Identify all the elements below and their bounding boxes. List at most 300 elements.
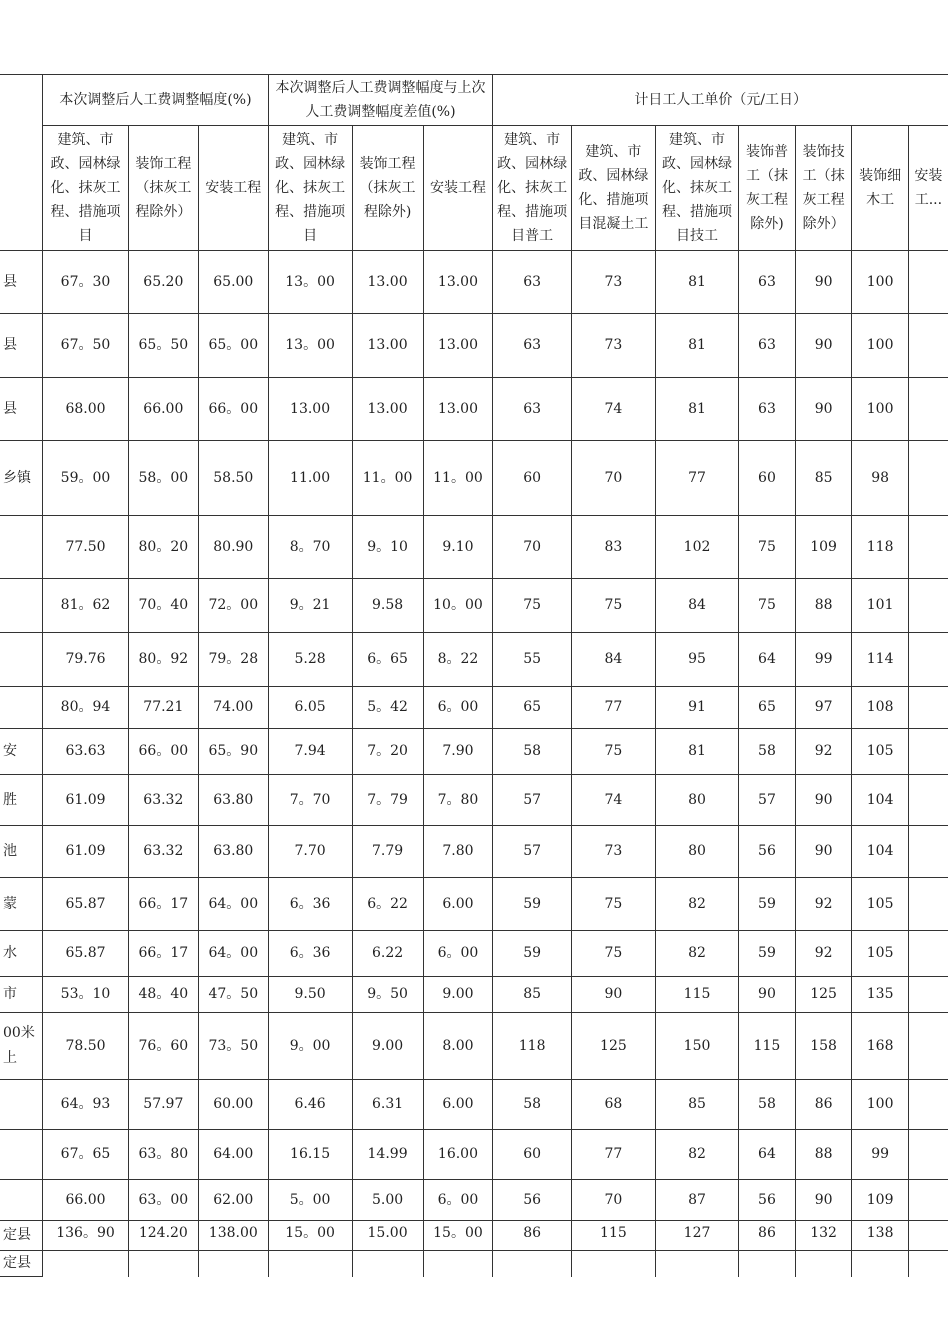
value-cell: 118 — [852, 516, 908, 579]
truncated-cell — [908, 826, 948, 878]
value-cell: 67。50 — [43, 314, 128, 378]
value-cell: 63 — [739, 378, 796, 441]
truncated-cell — [908, 1130, 948, 1180]
value-cell: 100 — [852, 1080, 908, 1130]
value-cell: 83 — [571, 516, 655, 579]
value-cell: 13.00 — [352, 314, 423, 378]
value-cell: 63.80 — [199, 826, 268, 878]
value-cell: 11.00 — [268, 441, 352, 516]
value-cell: 100 — [852, 314, 908, 378]
value-cell: 13.00 — [423, 378, 493, 441]
table-row — [0, 1221, 948, 1251]
value-cell: 78.50 — [43, 1013, 128, 1080]
empty-cell — [739, 1251, 796, 1277]
value-cell: 92 — [795, 878, 852, 931]
value-cell: 70 — [493, 516, 571, 579]
value-cell: 7.90 — [423, 729, 493, 775]
column-header-9: 建筑、市政、园林绿化、抹灰工程、措施项目技工 — [655, 126, 738, 251]
value-cell: 138 — [852, 1221, 908, 1251]
column-header-3: 安装工程 — [199, 126, 268, 251]
value-cell: 7.70 — [268, 826, 352, 878]
empty-cell — [655, 1251, 738, 1277]
value-cell: 6。36 — [268, 878, 352, 931]
table-row — [0, 314, 948, 378]
value-cell: 15。00 — [268, 1221, 352, 1251]
value-cell: 48。40 — [128, 977, 198, 1013]
value-cell: 101 — [852, 579, 908, 633]
value-cell: 65.20 — [128, 251, 198, 314]
value-cell: 97 — [795, 687, 852, 729]
value-cell: 11。00 — [352, 441, 423, 516]
empty-cell — [852, 1251, 908, 1277]
empty-cell — [571, 1251, 655, 1277]
empty-cell — [493, 1251, 571, 1277]
value-cell: 7。80 — [423, 775, 493, 826]
value-cell: 59 — [739, 878, 796, 931]
region-cell: 定县 — [0, 1221, 43, 1251]
value-cell: 72。00 — [199, 579, 268, 633]
value-cell: 127 — [655, 1221, 738, 1251]
value-cell: 57.97 — [128, 1080, 198, 1130]
empty-cell — [199, 1251, 268, 1277]
value-cell: 47。50 — [199, 977, 268, 1013]
value-cell: 90 — [795, 251, 852, 314]
value-cell: 90 — [795, 826, 852, 878]
value-cell: 7.79 — [352, 826, 423, 878]
value-cell: 6。00 — [423, 687, 493, 729]
value-cell: 63.63 — [43, 729, 128, 775]
value-cell: 13.00 — [352, 378, 423, 441]
value-cell: 7。79 — [352, 775, 423, 826]
table-row — [0, 977, 948, 1013]
value-cell: 56 — [739, 1180, 796, 1221]
value-cell: 81 — [655, 314, 738, 378]
region-cell — [0, 1180, 43, 1221]
value-cell: 109 — [852, 1180, 908, 1221]
value-cell: 65 — [493, 687, 571, 729]
value-cell: 5。42 — [352, 687, 423, 729]
value-cell: 67。30 — [43, 251, 128, 314]
value-cell: 13。00 — [268, 251, 352, 314]
value-cell: 75 — [571, 579, 655, 633]
region-cell — [0, 687, 43, 729]
value-cell: 13。00 — [268, 314, 352, 378]
region-cell: 县 — [0, 251, 43, 314]
value-cell: 63 — [493, 378, 571, 441]
value-cell: 61.09 — [43, 826, 128, 878]
value-cell: 13.00 — [352, 251, 423, 314]
value-cell: 81 — [655, 378, 738, 441]
value-cell: 108 — [852, 687, 908, 729]
value-cell: 63.80 — [199, 775, 268, 826]
value-cell: 115 — [655, 977, 738, 1013]
value-cell: 73 — [571, 314, 655, 378]
value-cell: 59 — [493, 878, 571, 931]
value-cell: 59。00 — [43, 441, 128, 516]
value-cell: 8。22 — [423, 633, 493, 687]
truncated-cell — [908, 775, 948, 826]
value-cell: 5。00 — [268, 1180, 352, 1221]
value-cell: 80 — [655, 775, 738, 826]
value-cell: 77.21 — [128, 687, 198, 729]
value-cell: 11。00 — [423, 441, 493, 516]
truncated-cell — [908, 1180, 948, 1221]
value-cell: 68.00 — [43, 378, 128, 441]
value-cell: 6.46 — [268, 1080, 352, 1130]
value-cell: 99 — [795, 633, 852, 687]
value-cell: 63 — [739, 314, 796, 378]
table-row — [0, 775, 948, 826]
value-cell: 81。62 — [43, 579, 128, 633]
value-cell: 77 — [571, 1130, 655, 1180]
value-cell: 125 — [571, 1013, 655, 1080]
region-cell — [0, 579, 43, 633]
value-cell: 6。00 — [423, 1180, 493, 1221]
column-header-11: 装饰技工（抹灰工程除外） — [795, 126, 852, 251]
group-header-daily-price: 计日工人工单价（元/工日） — [493, 75, 948, 126]
value-cell: 91 — [655, 687, 738, 729]
value-cell: 8.00 — [423, 1013, 493, 1080]
value-cell: 80。20 — [128, 516, 198, 579]
value-cell: 125 — [795, 977, 852, 1013]
value-cell: 150 — [655, 1013, 738, 1080]
group-header-adjust-rate: 本次调整后人工费调整幅度(%) — [43, 75, 268, 126]
value-cell: 9.50 — [268, 977, 352, 1013]
value-cell: 136。90 — [43, 1221, 128, 1251]
value-cell: 80.90 — [199, 516, 268, 579]
truncated-cell — [908, 931, 948, 977]
value-cell: 7。20 — [352, 729, 423, 775]
value-cell: 90 — [795, 314, 852, 378]
value-cell: 58 — [493, 729, 571, 775]
table-row — [0, 633, 948, 687]
region-cell: 池 — [0, 826, 43, 878]
value-cell: 90 — [795, 775, 852, 826]
value-cell: 8。70 — [268, 516, 352, 579]
value-cell: 16.15 — [268, 1130, 352, 1180]
value-cell: 64。93 — [43, 1080, 128, 1130]
labor-price-table — [0, 74, 948, 1277]
value-cell: 9.58 — [352, 579, 423, 633]
value-cell: 100 — [852, 251, 908, 314]
value-cell: 6。65 — [352, 633, 423, 687]
value-cell: 99 — [852, 1130, 908, 1180]
value-cell: 88 — [795, 579, 852, 633]
value-cell: 13.00 — [268, 378, 352, 441]
value-cell: 66.00 — [128, 378, 198, 441]
value-cell: 138.00 — [199, 1221, 268, 1251]
table-row — [0, 826, 948, 878]
value-cell: 81 — [655, 729, 738, 775]
truncated-cell — [908, 579, 948, 633]
value-cell: 135 — [852, 977, 908, 1013]
column-header-2: 装饰工程（抹灰工程除外） — [128, 126, 198, 251]
value-cell: 87 — [655, 1180, 738, 1221]
value-cell: 75 — [571, 931, 655, 977]
table-row — [0, 729, 948, 775]
value-cell: 90 — [795, 378, 852, 441]
value-cell: 132 — [795, 1221, 852, 1251]
value-cell: 56 — [739, 826, 796, 878]
value-cell: 73 — [571, 251, 655, 314]
value-cell: 100 — [852, 378, 908, 441]
value-cell: 62.00 — [199, 1180, 268, 1221]
value-cell: 60.00 — [199, 1080, 268, 1130]
value-cell: 65.87 — [43, 931, 128, 977]
table-row — [0, 251, 948, 314]
value-cell: 82 — [655, 878, 738, 931]
value-cell: 9。00 — [268, 1013, 352, 1080]
empty-cell — [423, 1251, 493, 1277]
truncated-cell — [908, 1221, 948, 1251]
value-cell: 74 — [571, 775, 655, 826]
value-cell: 85 — [795, 441, 852, 516]
group-header-diff-line1: 本次调整后人工费调整幅度与上次 — [275, 80, 486, 96]
value-cell: 57 — [493, 826, 571, 878]
column-header-13: 安装工... — [908, 126, 948, 251]
value-cell: 65。00 — [199, 314, 268, 378]
value-cell: 59 — [493, 931, 571, 977]
value-cell: 79.76 — [43, 633, 128, 687]
group-header-adjust-diff — [268, 75, 493, 126]
truncated-cell — [908, 729, 948, 775]
value-cell: 74 — [571, 378, 655, 441]
value-cell: 82 — [655, 931, 738, 977]
value-cell: 60 — [739, 441, 796, 516]
value-cell: 75 — [493, 579, 571, 633]
region-cell — [0, 1080, 43, 1130]
value-cell: 13.00 — [423, 251, 493, 314]
value-cell: 6.05 — [268, 687, 352, 729]
value-cell: 84 — [655, 579, 738, 633]
value-cell: 77 — [571, 687, 655, 729]
column-header-6: 安装工程 — [423, 126, 493, 251]
value-cell: 65 — [739, 687, 796, 729]
table-row — [0, 1180, 948, 1221]
region-header-cell — [0, 75, 43, 251]
empty-cell — [43, 1251, 128, 1277]
value-cell: 70。40 — [128, 579, 198, 633]
truncated-cell — [908, 251, 948, 314]
value-cell: 59 — [739, 931, 796, 977]
value-cell: 53。10 — [43, 977, 128, 1013]
region-cell: 乡镇 — [0, 441, 43, 516]
empty-cell — [908, 1251, 948, 1277]
region-cell: 胜 — [0, 775, 43, 826]
value-cell: 68 — [571, 1080, 655, 1130]
value-cell: 92 — [795, 931, 852, 977]
value-cell: 9.10 — [423, 516, 493, 579]
value-cell: 60 — [493, 441, 571, 516]
table-row — [0, 378, 948, 441]
region-cell: 县 — [0, 378, 43, 441]
value-cell: 63 — [739, 251, 796, 314]
table-row — [0, 1130, 948, 1180]
value-cell: 70 — [571, 441, 655, 516]
value-cell: 9.00 — [423, 977, 493, 1013]
truncated-cell — [908, 378, 948, 441]
value-cell: 6。36 — [268, 931, 352, 977]
region-cell: 定县 — [0, 1251, 43, 1277]
value-cell: 9.00 — [352, 1013, 423, 1080]
value-cell: 77 — [655, 441, 738, 516]
value-cell: 64 — [739, 633, 796, 687]
value-cell: 9。10 — [352, 516, 423, 579]
value-cell: 80。92 — [128, 633, 198, 687]
value-cell: 115 — [571, 1221, 655, 1251]
value-cell: 102 — [655, 516, 738, 579]
region-cell: 县 — [0, 314, 43, 378]
value-cell: 10。00 — [423, 579, 493, 633]
value-cell: 75 — [571, 729, 655, 775]
value-cell: 57 — [493, 775, 571, 826]
truncated-cell — [908, 1013, 948, 1080]
value-cell: 82 — [655, 1130, 738, 1180]
value-cell: 58 — [739, 729, 796, 775]
value-cell: 63。80 — [128, 1130, 198, 1180]
value-cell: 85 — [493, 977, 571, 1013]
column-header-1: 建筑、市政、园林绿化、抹灰工程、措施项目 — [43, 126, 128, 251]
value-cell: 74.00 — [199, 687, 268, 729]
value-cell: 79。28 — [199, 633, 268, 687]
value-cell: 16.00 — [423, 1130, 493, 1180]
value-cell: 118 — [493, 1013, 571, 1080]
truncated-cell — [908, 441, 948, 516]
value-cell: 66。00 — [199, 378, 268, 441]
value-cell: 56 — [493, 1180, 571, 1221]
value-cell: 105 — [852, 878, 908, 931]
value-cell: 95 — [655, 633, 738, 687]
value-cell: 7.94 — [268, 729, 352, 775]
value-cell: 80。94 — [43, 687, 128, 729]
value-cell: 65.87 — [43, 878, 128, 931]
table-row — [0, 1251, 948, 1277]
value-cell: 55 — [493, 633, 571, 687]
value-cell: 7。70 — [268, 775, 352, 826]
value-cell: 58.50 — [199, 441, 268, 516]
value-cell: 15。00 — [423, 1221, 493, 1251]
value-cell: 7.80 — [423, 826, 493, 878]
table-row — [0, 878, 948, 931]
value-cell: 63 — [493, 251, 571, 314]
value-cell: 124.20 — [128, 1221, 198, 1251]
region-cell — [0, 633, 43, 687]
region-cell: 水 — [0, 931, 43, 977]
empty-cell — [352, 1251, 423, 1277]
table-row — [0, 931, 948, 977]
region-cell: 安 — [0, 729, 43, 775]
value-cell: 64.00 — [199, 1130, 268, 1180]
value-cell: 9。50 — [352, 977, 423, 1013]
region-cell: 蒙 — [0, 878, 43, 931]
value-cell: 86 — [795, 1080, 852, 1130]
value-cell: 70 — [571, 1180, 655, 1221]
value-cell: 90 — [739, 977, 796, 1013]
truncated-cell — [908, 687, 948, 729]
truncated-cell — [908, 878, 948, 931]
value-cell: 66。00 — [128, 729, 198, 775]
truncated-cell — [908, 516, 948, 579]
table-row — [0, 516, 948, 579]
value-cell: 6.22 — [352, 931, 423, 977]
value-cell: 115 — [739, 1013, 796, 1080]
table-row — [0, 1080, 948, 1130]
value-cell: 5.00 — [352, 1180, 423, 1221]
value-cell: 80 — [655, 826, 738, 878]
value-cell: 58。00 — [128, 441, 198, 516]
value-cell: 67。65 — [43, 1130, 128, 1180]
value-cell: 81 — [655, 251, 738, 314]
value-cell: 114 — [852, 633, 908, 687]
column-header-12: 装饰细木工 — [852, 126, 908, 251]
empty-cell — [795, 1251, 852, 1277]
column-header-7: 建筑、市政、园林绿化、抹灰工程、措施项目普工 — [493, 126, 571, 251]
value-cell: 88 — [795, 1130, 852, 1180]
value-cell: 104 — [852, 826, 908, 878]
value-cell: 66.00 — [43, 1180, 128, 1221]
value-cell: 14.99 — [352, 1130, 423, 1180]
table-row — [0, 579, 948, 633]
value-cell: 63 — [493, 314, 571, 378]
truncated-cell — [908, 314, 948, 378]
empty-cell — [128, 1251, 198, 1277]
value-cell: 13.00 — [423, 314, 493, 378]
value-cell: 6.00 — [423, 878, 493, 931]
truncated-cell — [908, 977, 948, 1013]
value-cell: 6。22 — [352, 878, 423, 931]
value-cell: 75 — [739, 579, 796, 633]
value-cell: 73。50 — [199, 1013, 268, 1080]
value-cell: 105 — [852, 729, 908, 775]
value-cell: 90 — [571, 977, 655, 1013]
value-cell: 105 — [852, 931, 908, 977]
value-cell: 6.00 — [423, 1080, 493, 1130]
value-cell: 66。17 — [128, 878, 198, 931]
region-cell: 市 — [0, 977, 43, 1013]
table-row — [0, 1013, 948, 1080]
value-cell: 57 — [739, 775, 796, 826]
value-cell: 6。00 — [423, 931, 493, 977]
value-cell: 158 — [795, 1013, 852, 1080]
value-cell: 109 — [795, 516, 852, 579]
value-cell: 64。00 — [199, 931, 268, 977]
value-cell: 76。60 — [128, 1013, 198, 1080]
column-header-8: 建筑、市政、园林绿化、措施项目混凝土工 — [571, 126, 655, 251]
value-cell: 86 — [739, 1221, 796, 1251]
value-cell: 66。17 — [128, 931, 198, 977]
value-cell: 63。00 — [128, 1180, 198, 1221]
column-header-4: 建筑、市政、园林绿化、抹灰工程、措施项目 — [268, 126, 352, 251]
value-cell: 64 — [739, 1130, 796, 1180]
truncated-cell — [908, 633, 948, 687]
value-cell: 5.28 — [268, 633, 352, 687]
value-cell: 9。21 — [268, 579, 352, 633]
column-header-5: 装饰工程（抹灰工程除外) — [352, 126, 423, 251]
region-cell: 00米上 — [0, 1013, 43, 1080]
value-cell: 73 — [571, 826, 655, 878]
group-header-diff-line2: 人工费调整幅度差值(%) — [305, 104, 456, 120]
value-cell: 75 — [739, 516, 796, 579]
value-cell: 168 — [852, 1013, 908, 1080]
region-cell — [0, 1130, 43, 1180]
value-cell: 77.50 — [43, 516, 128, 579]
value-cell: 63.32 — [128, 826, 198, 878]
value-cell: 58 — [739, 1080, 796, 1130]
value-cell: 6.31 — [352, 1080, 423, 1130]
value-cell: 63.32 — [128, 775, 198, 826]
region-cell — [0, 516, 43, 579]
column-header-10: 装饰普工（抹灰工程除外) — [739, 126, 796, 251]
